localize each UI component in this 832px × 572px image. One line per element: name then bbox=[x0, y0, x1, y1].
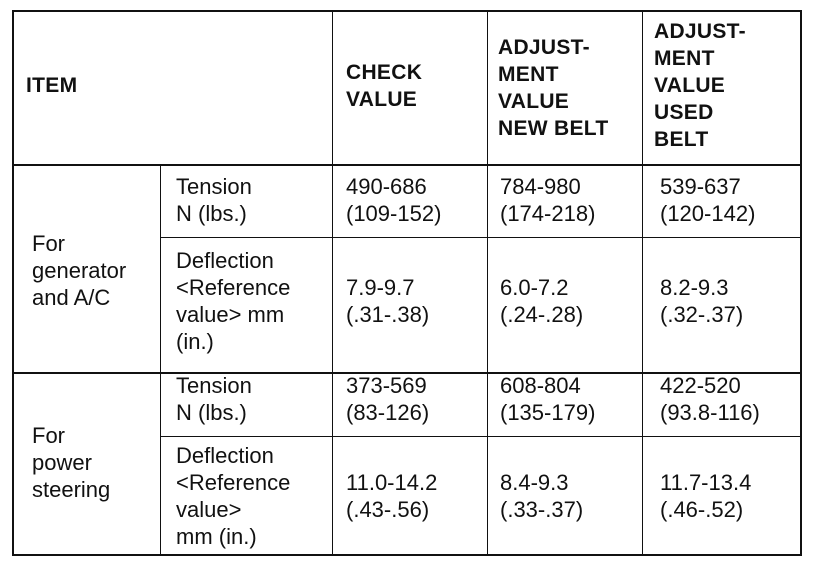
new-belt-value-cell: 8.4-9.3 (.33-.37) bbox=[500, 470, 584, 522]
check-column-divider bbox=[332, 12, 333, 554]
header-item: ITEM bbox=[26, 74, 78, 97]
used-belt-value-cell: 11.7-13.4 (.46-.52) bbox=[660, 470, 752, 522]
header-adjustment-used-belt: ADJUST- MENT VALUE USED BELT bbox=[654, 20, 746, 151]
group-label-power-steering: For power steering bbox=[32, 423, 111, 502]
used-belt-value-cell: 539-637 (120-142) bbox=[660, 174, 756, 226]
check-value-cell: 490-686 (109-152) bbox=[346, 174, 442, 226]
new-belt-value-cell: 784-980 (174-218) bbox=[500, 174, 596, 226]
item-tension: Tension N (lbs.) bbox=[176, 174, 252, 226]
group1-row-divider bbox=[160, 237, 800, 238]
used-belt-value-cell: 422-520 (93.8-116) bbox=[660, 373, 760, 425]
new-belt-column-divider bbox=[487, 12, 488, 554]
group2-row-divider bbox=[160, 436, 800, 437]
used-belt-column-divider bbox=[642, 12, 643, 554]
check-value-cell: 11.0-14.2 (.43-.56) bbox=[346, 470, 438, 522]
used-belt-value-cell: 8.2-9.3 (.32-.37) bbox=[660, 275, 744, 327]
check-value-cell: 373-569 (83-126) bbox=[346, 373, 430, 425]
group-label-divider bbox=[160, 164, 161, 554]
item-deflection: Deflection <Reference value> mm (in.) bbox=[176, 443, 291, 549]
belt-tension-table bbox=[12, 10, 802, 556]
header-adjustment-new-belt: ADJUST- MENT VALUE NEW BELT bbox=[498, 36, 609, 140]
check-value-cell: 7.9-9.7 (.31-.38) bbox=[346, 275, 430, 327]
header-divider bbox=[14, 164, 800, 166]
header-check-value: CHECK VALUE bbox=[346, 61, 423, 111]
new-belt-value-cell: 608-804 (135-179) bbox=[500, 373, 596, 425]
item-deflection: Deflection <Reference value> mm (in.) bbox=[176, 248, 291, 354]
group-label-generator-ac: For generator and A/C bbox=[32, 231, 127, 310]
item-tension: Tension N (lbs.) bbox=[176, 373, 252, 425]
new-belt-value-cell: 6.0-7.2 (.24-.28) bbox=[500, 275, 584, 327]
